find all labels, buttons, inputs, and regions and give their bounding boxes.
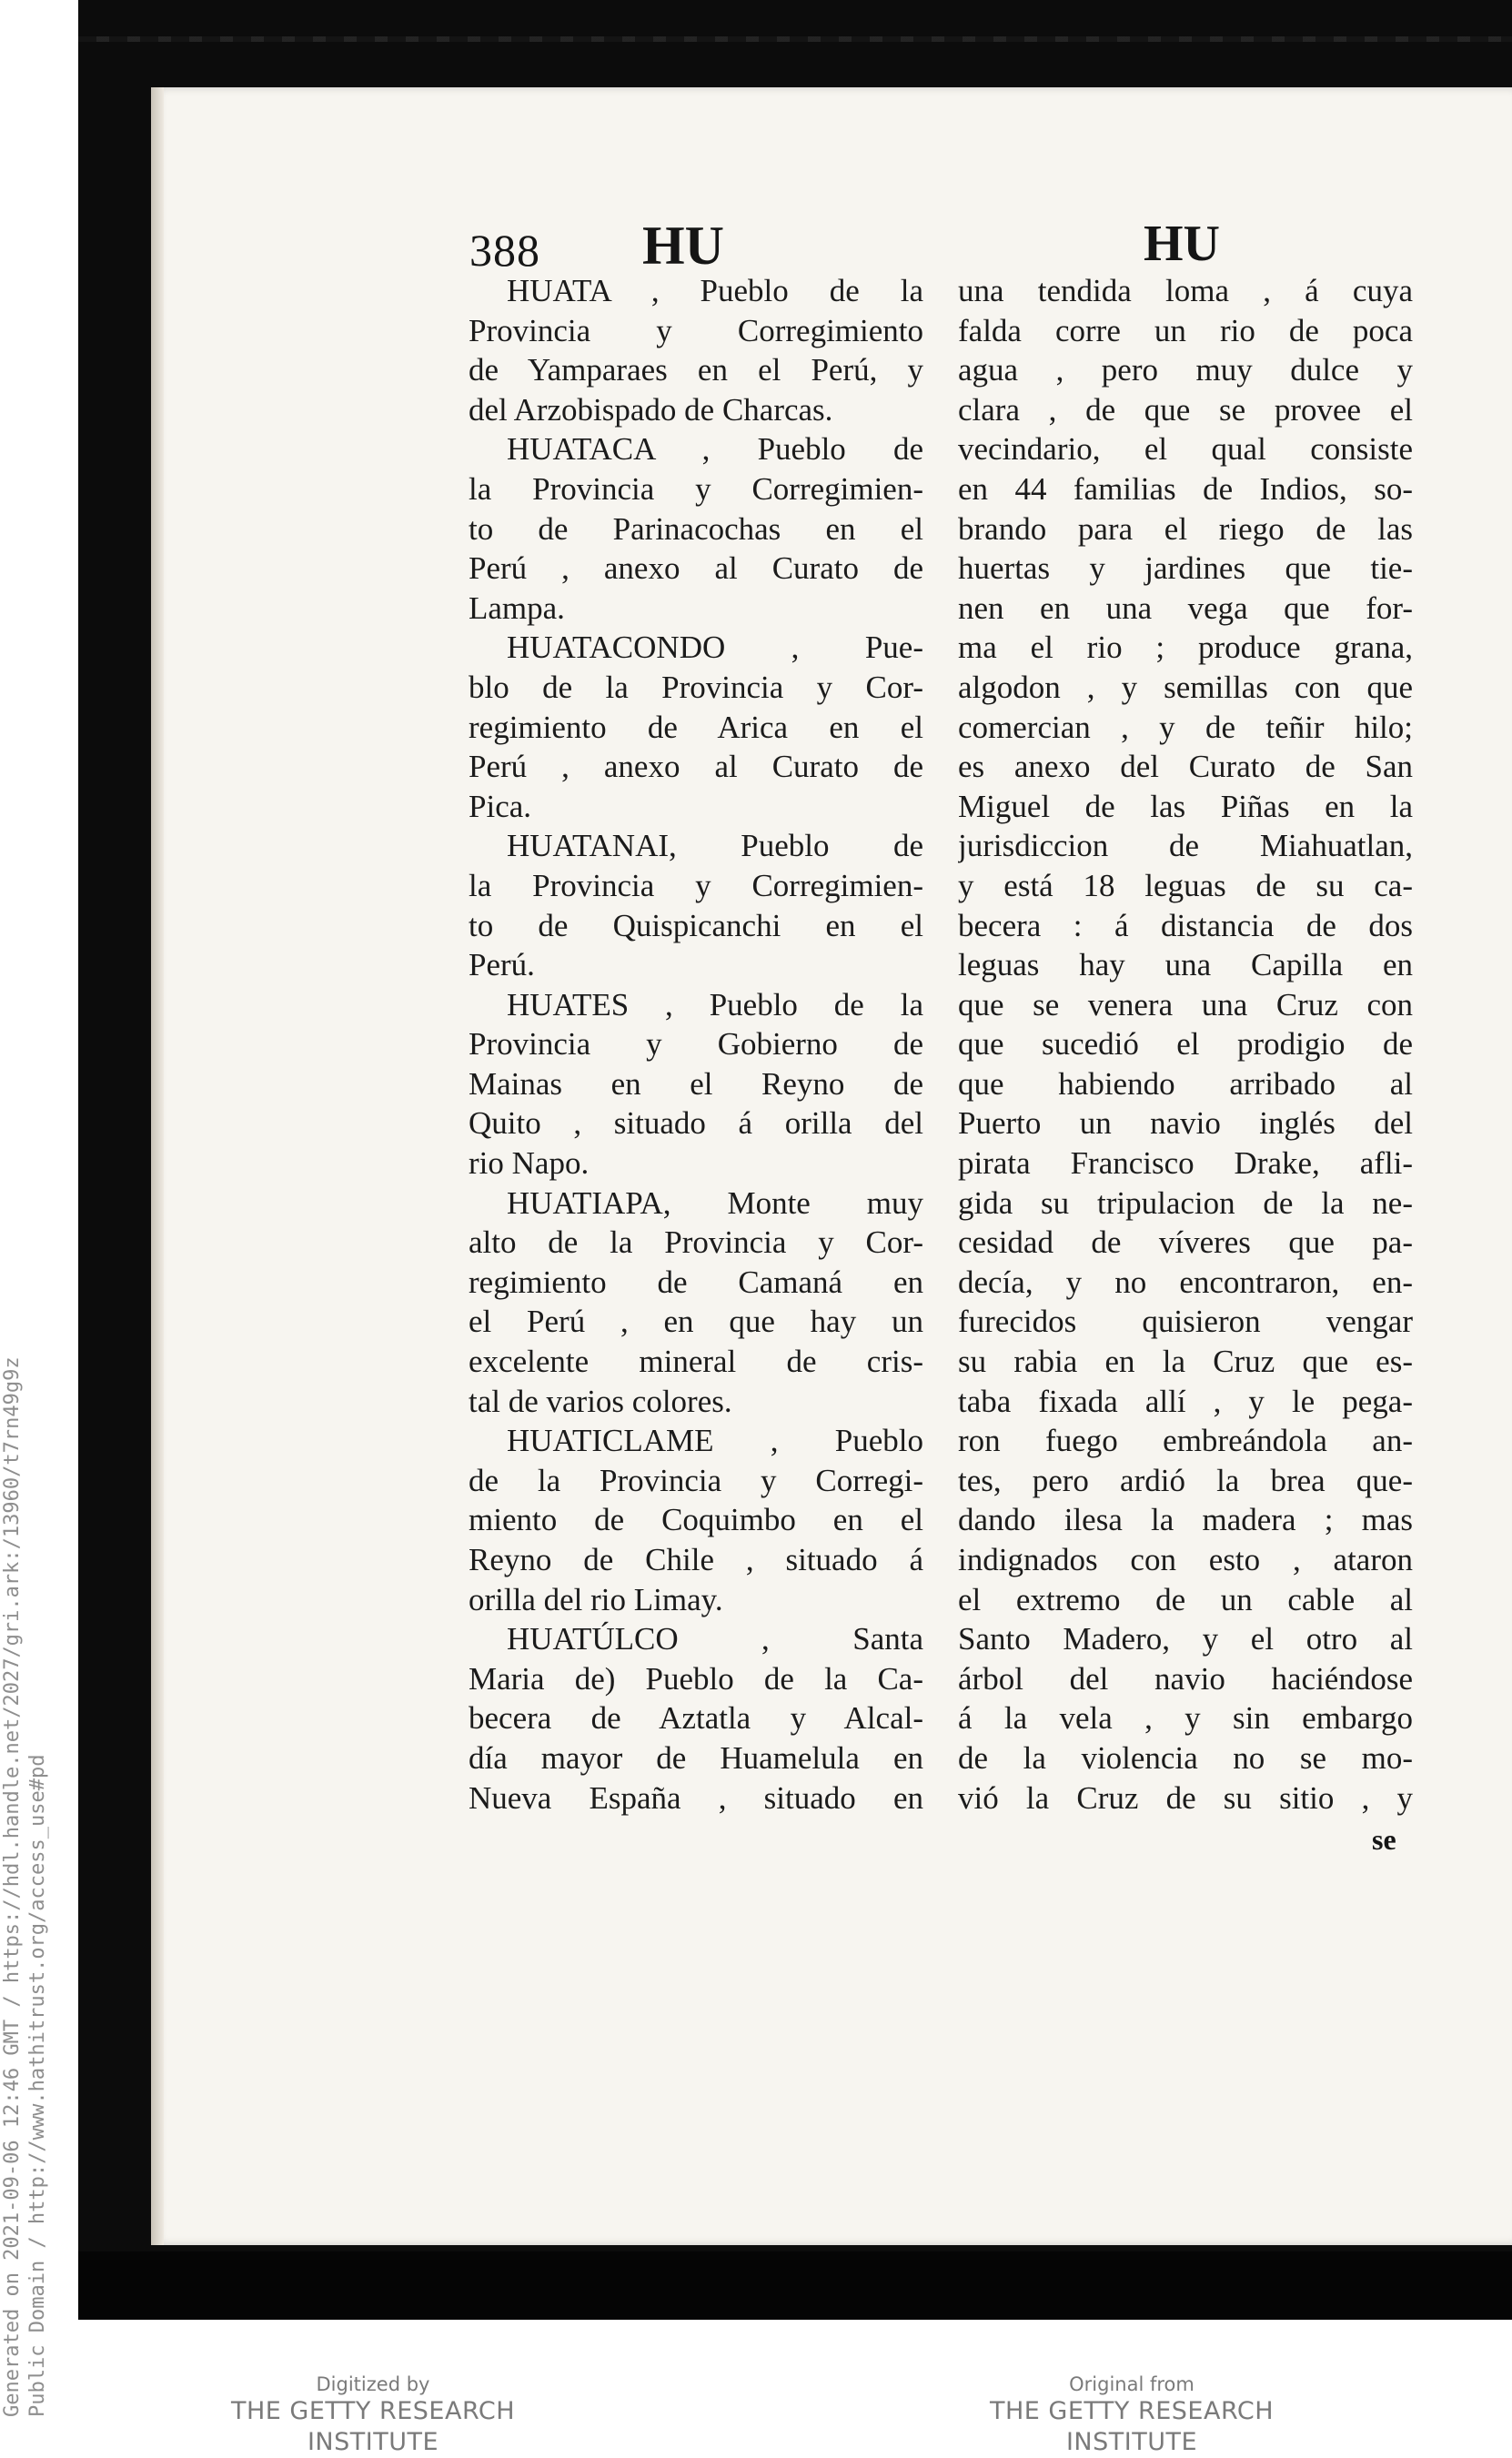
text-line: Perú , anexo al Curato de bbox=[469, 550, 923, 587]
text-line: y está 18 leguas de su ca- bbox=[958, 867, 1413, 903]
text-line: becera de Aztatla y Alcal- bbox=[469, 1700, 923, 1737]
text-line: Provincia y Corregimiento bbox=[469, 312, 923, 348]
text-line: HUATACONDO , Pue- bbox=[507, 630, 923, 666]
text-line: decía, y no encontraron, en- bbox=[958, 1264, 1413, 1300]
text-line: furecidos quisieron vengar bbox=[958, 1304, 1413, 1340]
text-line: miento de Coquimbo en el bbox=[469, 1502, 923, 1538]
text-line: Lampa. bbox=[469, 589, 565, 626]
text-line: el Perú , en que hay un bbox=[469, 1304, 923, 1340]
running-head-right: HU bbox=[1144, 216, 1220, 272]
text-line: regimiento de Arica en el bbox=[469, 709, 923, 745]
text-line: HUATICLAME , Pueblo bbox=[507, 1423, 923, 1459]
text-line: el extremo de un cable al bbox=[958, 1581, 1413, 1617]
text-line: Reyno de Chile , situado á bbox=[469, 1542, 923, 1577]
text-line: huertas y jardines que tie- bbox=[958, 550, 1413, 587]
text-line: Pica. bbox=[469, 788, 532, 824]
text-line: orilla del rio Limay. bbox=[469, 1581, 723, 1617]
text-line: HUATES , Pueblo de la bbox=[507, 986, 923, 1022]
scan-top-edge bbox=[78, 36, 1512, 42]
page-number: 388 bbox=[469, 225, 540, 276]
page-header-left bbox=[469, 211, 924, 275]
text-line: to de Parinacochas en el bbox=[469, 510, 923, 547]
text-line: Puerto un navio inglés del bbox=[958, 1105, 1413, 1142]
hathitrust-margin-stamp bbox=[0, 1214, 51, 2433]
text-line: Provincia y Gobierno de bbox=[469, 1026, 923, 1063]
text-line: nen en una vega que for- bbox=[958, 589, 1413, 626]
text-line: leguas hay una Capilla en bbox=[958, 947, 1413, 983]
text-line: de la Provincia y Corregi- bbox=[469, 1462, 923, 1498]
text-line: algodon , y semillas con que bbox=[958, 669, 1413, 705]
text-line: pirata Francisco Drake, afli- bbox=[958, 1145, 1413, 1182]
text-line: Santo Madero, y el otro al bbox=[958, 1621, 1413, 1657]
text-line: Miguel de las Piñas en la bbox=[958, 788, 1413, 824]
text-line: dando ilesa la madera ; mas bbox=[958, 1502, 1413, 1538]
text-line: HUATACA , Pueblo de bbox=[507, 431, 923, 468]
text-line: ma el rio ; produce grana, bbox=[958, 630, 1413, 666]
text-line: día mayor de Huamelula en bbox=[469, 1739, 923, 1776]
catchword: se bbox=[1372, 1823, 1396, 1856]
text-line: Nueva España , situado en bbox=[469, 1779, 923, 1816]
page-gutter bbox=[151, 87, 164, 2245]
text-line: Perú , anexo al Curato de bbox=[469, 749, 923, 785]
text-line: becera : á distancia de dos bbox=[958, 907, 1413, 943]
footer-left-caption: Digitized by bbox=[316, 2373, 430, 2395]
text-line: del Arzobispado de Charcas. bbox=[469, 391, 833, 428]
text-line: la Provincia y Corregimien- bbox=[469, 867, 923, 903]
text-line: que se venera una Cruz con bbox=[958, 986, 1413, 1022]
text-line: vecindario, el qual consiste bbox=[958, 431, 1413, 468]
text-line: tal de varios colores. bbox=[469, 1383, 732, 1419]
text-line: jurisdiccion de Miahuatlan, bbox=[958, 828, 1413, 864]
text-line: vió la Cruz de su sitio , y bbox=[958, 1779, 1413, 1816]
text-line: comercian , y de teñir hilo; bbox=[958, 709, 1413, 745]
text-line: agua , pero muy dulce y bbox=[958, 352, 1413, 388]
text-line: indignados con esto , ataron bbox=[958, 1542, 1413, 1577]
text-line: HUATANAI, Pueblo de bbox=[507, 828, 923, 864]
margin-stamp-line-2: Public Domain / http://www.hathitrust.org/access_use#pd bbox=[26, 1754, 49, 2417]
text-line: de la violencia no se mo- bbox=[958, 1739, 1413, 1776]
text-line: HUATIAPA, Monte muy bbox=[507, 1184, 923, 1221]
text-line: blo de la Provincia y Cor- bbox=[469, 669, 923, 705]
text-line: la Provincia y Corregimien- bbox=[469, 470, 923, 507]
text-line: Quito , situado á orilla del bbox=[469, 1105, 923, 1142]
footer-right-caption: Original from bbox=[1069, 2373, 1194, 2395]
text-line: en 44 familias de Indios, so- bbox=[958, 470, 1413, 507]
text-line: brando para el riego de las bbox=[958, 510, 1413, 547]
text-line: tes, pero ardió la brea que- bbox=[958, 1462, 1413, 1498]
footer-digitized-by bbox=[182, 2372, 564, 2458]
text-line: es anexo del Curato de San bbox=[958, 749, 1413, 785]
text-line: alto de la Provincia y Cor- bbox=[469, 1224, 923, 1261]
text-line: una tendida loma , á cuya bbox=[958, 273, 1413, 308]
text-line: árbol del navio haciéndose bbox=[958, 1660, 1413, 1697]
right-text-column bbox=[958, 271, 1413, 1818]
text-line: clara , de que se provee el bbox=[958, 391, 1413, 428]
text-line: taba fixada allí , y le pega- bbox=[958, 1383, 1413, 1419]
running-head-left: HU bbox=[642, 216, 724, 276]
text-line: rio Napo. bbox=[469, 1145, 590, 1182]
scan-bottom-band bbox=[78, 2251, 1512, 2320]
text-line: que habiendo arribado al bbox=[958, 1065, 1413, 1102]
text-line: Maria de) Pueblo de la Ca- bbox=[469, 1660, 923, 1697]
footer-right-institution: THE GETTY RESEARCH INSTITUTE bbox=[989, 2397, 1275, 2456]
text-line: Mainas en el Reyno de bbox=[469, 1065, 923, 1102]
text-line: excelente mineral de cris- bbox=[469, 1344, 923, 1380]
text-line: regimiento de Camaná en bbox=[469, 1264, 923, 1300]
text-line: gida su tripulacion de la ne- bbox=[958, 1184, 1413, 1221]
text-line: ron fuego embreándola an- bbox=[958, 1423, 1413, 1459]
text-line: de Yamparaes en el Perú, y bbox=[469, 352, 923, 388]
text-line: HUATÚLCO , Santa bbox=[507, 1621, 923, 1657]
left-text-column bbox=[469, 271, 923, 1818]
text-line: que sucedió el prodigio de bbox=[958, 1026, 1413, 1063]
text-line: HUATA , Pueblo de la bbox=[507, 273, 923, 308]
footer-left-institution: THE GETTY RESEARCH INSTITUTE bbox=[230, 2397, 516, 2456]
margin-stamp-line-1: Generated on 2021-09-06 12:46 GMT / https://hdl.handle.net/2027/gri.ark:/13960/t7rn49g9z bbox=[1, 1356, 24, 2417]
text-line: su rabia en la Cruz que es- bbox=[958, 1344, 1413, 1380]
footer-original-from bbox=[941, 2372, 1323, 2458]
text-line: cesidad de víveres que pa- bbox=[958, 1224, 1413, 1261]
text-line: á la vela , y sin embargo bbox=[958, 1700, 1413, 1737]
text-line: falda corre un rio de poca bbox=[958, 312, 1413, 348]
text-line: to de Quispicanchi en el bbox=[469, 907, 923, 943]
text-line: Perú. bbox=[469, 947, 535, 983]
